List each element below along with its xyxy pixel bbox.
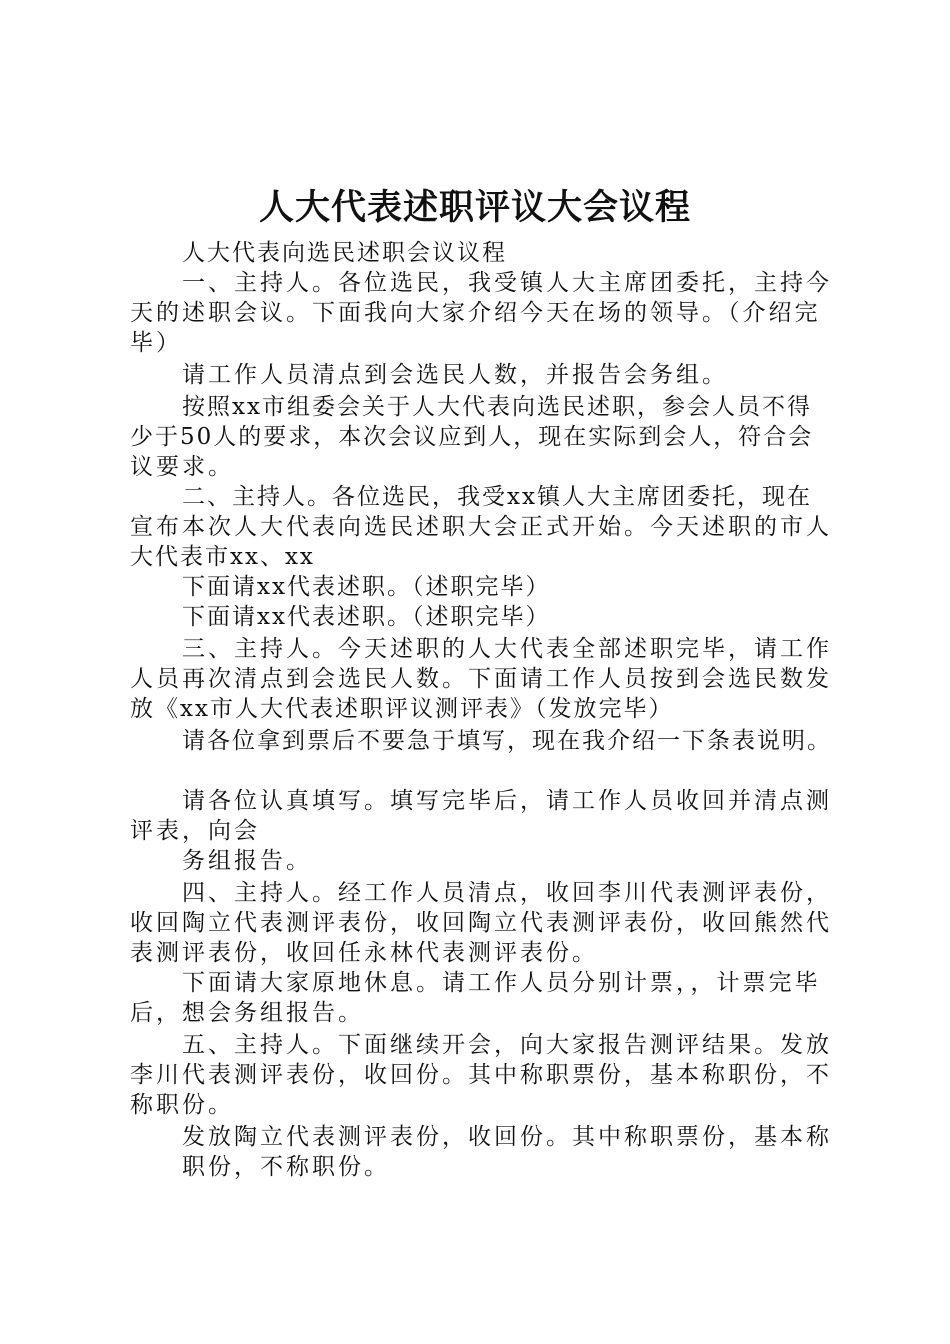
body-line: 收回陶立代表测评表份，收回陶立代表测评表份，收回熊然代	[130, 910, 832, 936]
body-line: 宣布本次人大代表向选民述职大会正式开始。今天述职的市人	[130, 514, 832, 540]
body-line: 发放陶立代表测评表份，收回份。其中称职票份，基本称	[182, 1124, 832, 1150]
body-line: 五、主持人。下面继续开会，向大家报告测评结果。发放	[182, 1032, 832, 1058]
document-title: 人大代表述职评议大会议程	[258, 187, 691, 228]
body-line: 职份，不称职份。	[182, 1154, 390, 1180]
body-line: 后，想会务组报告。	[130, 1000, 364, 1026]
body-line: 毕）	[130, 330, 182, 356]
body-line: 放《xx市人大代表述职评议测评表》（发放完毕）	[130, 696, 674, 722]
body-line: 请各位拿到票后不要急于填写，现在我介绍一下条表说明。	[182, 728, 832, 754]
body-line: 少于50人的要求，本次会议应到人，现在实际到会人，符合会	[130, 424, 814, 450]
body-line: 四、主持人。经工作人员清点，收回李川代表测评表份，	[182, 880, 832, 906]
body-line: 李川代表测评表份，收回份。其中称职票份，基本称职份，不	[130, 1062, 832, 1088]
body-line: 表测评表份，收回任永林代表测评表份。	[130, 940, 598, 966]
body-line: 请工作人员清点到会选民人数，并报告会务组。	[182, 362, 728, 388]
body-line: 一、主持人。各位选民，我受镇人大主席团委托，主持今	[182, 270, 832, 296]
body-line: 务组报告。	[182, 848, 312, 874]
body-line: 下面请xx代表述职。（述职完毕）	[182, 604, 551, 630]
body-line: 下面请大家原地休息。请工作人员分别计票，，计票完毕	[182, 970, 821, 996]
body-line: 请各位认真填写。填写完毕后，请工作人员收回并清点测	[182, 788, 832, 814]
body-line: 称职份。	[130, 1092, 234, 1118]
body-line: 按照xx市组委会关于人大代表向选民述职，参会人员不得	[182, 394, 812, 420]
body-line: 下面请xx代表述职。（述职完毕）	[182, 574, 551, 600]
body-line: 评表，向会	[130, 818, 260, 844]
body-line: 大代表市xx、xx	[130, 544, 315, 570]
body-line: 天的述职会议。下面我向大家介绍今天在场的领导。（介绍完	[130, 300, 821, 326]
body-line: 三、主持人。今天述职的人大代表全部述职完毕，请工作	[182, 636, 832, 662]
body-line: 议要求。	[130, 454, 234, 480]
body-line: 人大代表向选民述职会议议程	[182, 240, 507, 266]
body-line: 二、主持人。各位选民，我受xx镇人大主席团委托，现在	[182, 484, 812, 510]
body-line: 人员再次清点到会选民人数。下面请工作人员按到会选民数发	[130, 666, 832, 692]
